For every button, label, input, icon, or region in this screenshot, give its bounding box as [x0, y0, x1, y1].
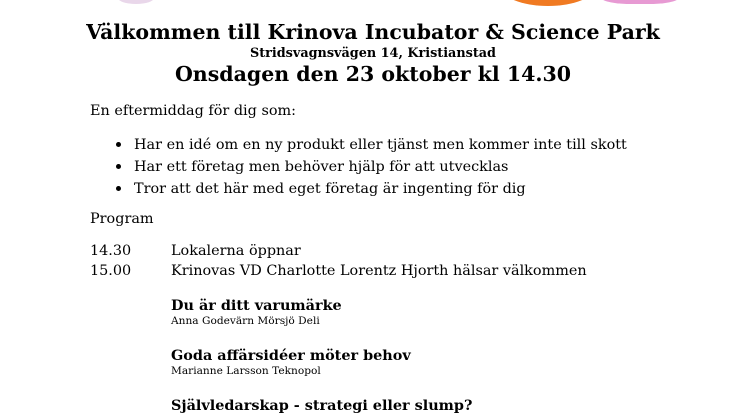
banner-orange-circle — [500, 0, 596, 6]
bullet-dot-icon — [116, 186, 121, 191]
bullet-list — [90, 136, 627, 202]
session-speaker: Anna Godevärn Mörsjö Deli — [171, 315, 320, 327]
schedule-text: Krinovas VD Charlotte Lorentz Hjorth hälsar välkommen — [171, 263, 587, 279]
banner-graphic-pink — [602, 0, 678, 4]
session-title: Självledarskap - strategi eller slump? — [171, 397, 473, 414]
schedule-time: 15.00 — [90, 263, 132, 279]
session-speaker: Marianne Larsson Teknopol — [171, 365, 321, 377]
header-banner-image — [0, 0, 746, 8]
page-title: Välkommen till Krinova Incubator & Science Park — [86, 20, 660, 44]
intro-text: En eftermiddag för dig som: — [90, 103, 296, 119]
bullet-dot-icon — [116, 142, 121, 147]
program-heading: Program — [90, 211, 154, 227]
bullet-dot-icon — [116, 164, 121, 169]
bullet-text: Tror att det här med eget företag är ingenting för dig — [134, 181, 526, 197]
address-line: Stridsvagnsvägen 14, Kristianstad — [249, 46, 497, 61]
bullet-item — [90, 136, 627, 158]
session-title: Goda affärsidéer möter behov — [171, 347, 411, 364]
schedule-text: Lokalerna öppnar — [171, 243, 301, 259]
bullet-item — [90, 180, 627, 202]
program-session — [171, 297, 342, 327]
bullet-item — [90, 158, 627, 180]
schedule-time: 14.30 — [90, 243, 132, 259]
bullet-text: Har ett företag men behöver hjälp för att utvecklas — [134, 159, 509, 175]
event-date: Onsdagen den 23 oktober kl 14.30 — [174, 62, 572, 86]
program-session — [171, 347, 411, 377]
session-title: Du är ditt varumärke — [171, 297, 342, 314]
program-session — [171, 397, 472, 414]
banner-graphic-left — [118, 0, 154, 4]
bullet-text: Har en idé om en ny produkt eller tjänst men kommer inte till skott — [134, 137, 627, 153]
